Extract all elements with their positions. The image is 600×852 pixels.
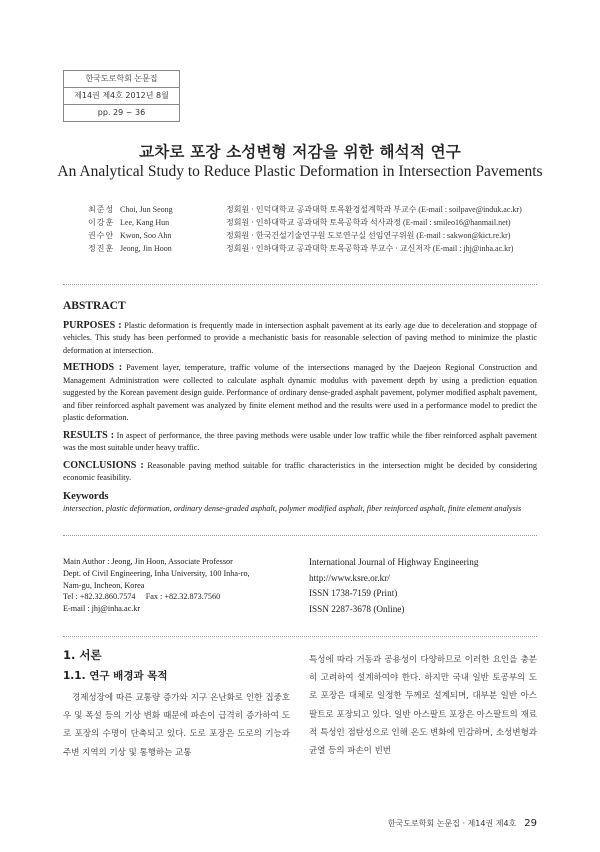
results-label: RESULTS : [63,429,115,441]
author-name-ko: 최준성 [88,205,115,214]
purposes-label: PURPOSES : [63,319,122,331]
abstract-purposes [63,320,537,358]
author-affiliation: 정회원 · 인하대학교 공과대학 토목공학과 부교수 · 교신저자 (E-mail : jhj@inha.ac.kr) [226,244,514,253]
divider [63,535,537,536]
keywords-heading: Keywords [63,490,109,502]
journal-name: 한국도로학회 논문집 [85,74,158,83]
journal-url: http://www.ksre.or.kr/ [309,572,390,583]
title-korean: 교차로 포장 소성변형 저감을 위한 해석적 연구 [139,143,461,161]
journal-pages: pp. 29 ~ 36 [64,104,179,121]
author-name-ko: 권수안 [88,231,115,240]
abstract-conclusions [63,460,537,485]
author-affiliation: 정회원 · 인하대학교 공과대학 토목공학과 석사과정 (E-mail : smileo16@hanmail.net) [226,218,511,227]
main-author: Main Author : Jeong, Jin Hoon, Associate Professor [63,557,233,566]
journal-volume: 제14권 제4호 2012년 8월 [64,87,179,104]
divider [63,636,537,637]
author-tel-fax: Tel : +82.32.860.7574 Fax : +82.32.873.7560 [63,592,221,602]
journal-publication-info [309,555,478,617]
author-row [88,203,522,216]
corresponding-author-info [63,556,250,615]
body-paragraph: 경제성장에 따른 교통량 증가와 지구 온난화로 인한 집중호우 및 폭설 등의 기상 변화 때문에 파손이 급격히 증가하여 도로 포장의 수명이 단축되고 있다. 도로 포장은 도로의 기능과 주변 지역의 기상 및 통행하는 교통 [63,693,290,758]
author-row [88,229,522,242]
page-footer [388,818,537,829]
author-row [88,216,522,229]
author-address: Nam-gu, Incheon, Korea [63,580,145,590]
purposes-text: Plastic deformation is frequently made in intersection asphalt pavement at its early age due to deceleration and stoppage of vehicles. This study has been performed to provide a mechanistic basis for reasonable selection of paving method to minimize the plastic deformation at intersection. [63,320,538,355]
issn-online: ISSN 2287-3678 (Online) [309,603,405,614]
body-paragraph: 특성에 따라 거동과 공용성이 다양하므로 이러한 요인을 충분히 고려하여 설계하여야 한다. 하지만 국내 일반 토공부의 도로 포장은 대체로 일정한 두께로 설계되며, 대부분 일반 아스팔트로 포장되고 있다. 일반 아스팔트 포장은 아스팔트의 재료적 특성인 점탄성으로 인해 온도 변화에 민감하며, 소성변형과 균열 등의 파손이 빈번 [309,655,537,757]
author-affiliation: 정회원 · 인덕대학교 공과대학 토목환경설계학과 부교수 (E-mail : soilpave@induk.ac.kr) [226,205,522,214]
abstract-results [63,430,537,455]
author-name-ko: 정진훈 [88,244,115,253]
issn-print: ISSN 1738-7159 (Print) [309,588,398,598]
abstract-methods [63,362,537,425]
author-dept: Dept. of Civil Engineering, Inha University, 100 Inha-ro, [63,568,250,578]
author-email: E-mail : jhj@inha.ac.kr [63,604,141,614]
author-name-en: Choi, Jun Seong [120,205,173,214]
author-affiliation: 정회원 · 한국건설기술연구원 도로연구실 선임연구위원 (E-mail : sakwon@kict.re.kr) [226,231,511,240]
methods-text: Pavement layer, temperature, traffic volume of the intersections managed by the Daejeon Regional Construction and Management Administration were collected to calculate asphalt dynamic modulus with pavement depth by using a prediction equation suggested by the Korean pavement design guide. Performance of ordinary dense-graded asphalt pavement, polymer modified asphalt pavement, and fiber reinforced asphalt pavement was analyzed by finite element method and the results were used in a performance model to predict the plastic deformation. [63,363,538,422]
section-heading: 1. 서론 [63,648,102,662]
author-name-en: Kwon, Soo Ahn [120,231,172,240]
running-title: 한국도로학회 논문집 · 제14권 제4호 [387,819,517,828]
journal-info-box [63,70,180,122]
author-name-en: Jeong, Jin Hoon [120,244,172,253]
conclusions-text: Reasonable paving method suitable for traffic characteristics in the intersection might be decided by considering economic feasibility. [63,460,537,482]
abstract-section [63,300,537,516]
divider [63,284,537,285]
body-column-left [63,689,290,762]
methods-label: METHODS : [63,362,123,373]
conclusions-label: CONCLUSIONS : [63,459,144,471]
subsection-heading: 1.1. 연구 배경과 목적 [63,670,168,682]
abstract-heading: ABSTRACT [63,300,126,312]
results-text: In aspect of performance, the three paving methods were usable under low traffic while the fiber reinforced asphalt pavement was the most suitable under heavy traffic. [63,430,537,452]
page-number: 29 [524,818,537,829]
author-name-en: Lee, Kang Hun [120,218,170,227]
body-column-right [309,651,537,760]
author-list [88,203,522,255]
author-name-ko: 이강훈 [88,218,115,227]
author-row [88,242,522,255]
journal-full-name: International Journal of Highway Engineering [309,557,479,567]
keywords-text: intersection, plastic deformation, ordinary dense-graded asphalt, polymer modified asphalt, fiber reinforced asphalt, finite element analysis [63,504,522,513]
title-english: An Analytical Study to Reduce Plastic Deformation in Intersection Pavements [57,163,543,180]
